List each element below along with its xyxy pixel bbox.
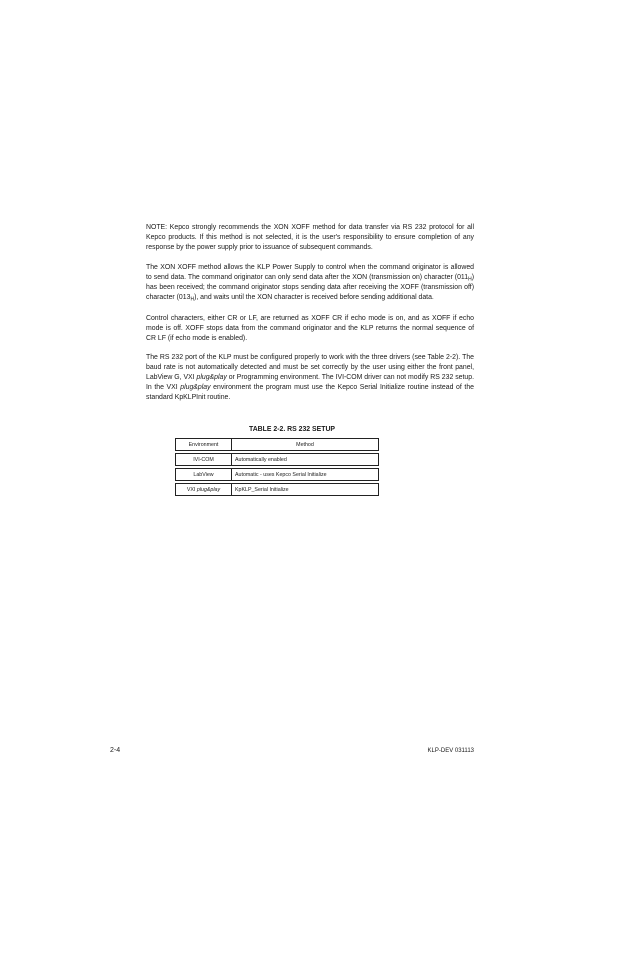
rs232-text-2: or Programming environment. The IVI-COM driver can not modify RS 232 setup. In the VXI xyxy=(146,373,474,391)
rs232-text-3: environment the program must use the Kepco Serial Initialize routine instead of the standard KpKLPInit routine. xyxy=(146,383,474,401)
note-paragraph: NOTE: Kepco strongly recommends the XON XOFF method for data transfer via RS 232 protocol for all Kepco products. If this method is not selected, it is the user's responsibility to ensure completion of any response by the power supply prior to issuance of subsequent commands. xyxy=(146,224,474,251)
rs232-setup-table xyxy=(175,436,379,498)
plug-and-play-italic: plug&play xyxy=(196,373,227,381)
hex-subscript: H xyxy=(468,276,472,283)
method-cell: Automatic - uses Kepco Serial Initialize xyxy=(231,468,379,481)
rs232-text-1: The RS 232 port of the KLP must be configured properly to work with the three drivers (see Table 2-2). The baud rate is not automatically detected and must be set correctly by the user using either the front panel, LabView G, VXI xyxy=(146,354,474,381)
environment-cell: IVI-COM xyxy=(175,453,231,466)
xon-text-3: ), and waits until the XON character is received before sending additional data. xyxy=(194,293,434,301)
column-header-method: Method xyxy=(231,438,379,451)
table-header-row xyxy=(175,438,379,451)
column-header-environment: Environment xyxy=(175,438,231,451)
plug-and-play-italic: plug&play xyxy=(180,383,211,391)
environment-cell: LabView xyxy=(175,468,231,481)
document-code: KLP-DEV 031113 xyxy=(427,748,474,754)
page-number: 2-4 xyxy=(110,747,121,754)
rs232-port-paragraph xyxy=(146,353,474,403)
xon-text-2: ) has been received; the command originator stops sending data after receiving the XOFF (transmission off) character (013 xyxy=(146,273,474,301)
table-row xyxy=(175,453,379,466)
hex-subscript: H xyxy=(190,296,195,303)
method-cell: KpKLP_Serial Initialize xyxy=(231,483,379,496)
table-row xyxy=(175,483,379,496)
xon-text-1: The XON XOFF method allows the KLP Power Supply to control when the command originator is allowed to send data. The command originator can only send data after the XON (transmission on) character (011 xyxy=(146,264,474,281)
env-italic: plug&play xyxy=(196,486,221,493)
table-row xyxy=(175,468,379,481)
environment-cell xyxy=(175,483,231,496)
method-cell: Automatically enabled xyxy=(231,453,379,466)
xon-xoff-paragraph xyxy=(146,263,474,303)
table-title: TABLE 2-2. RS 232 SETUP xyxy=(249,426,336,433)
env-prefix: VXI xyxy=(186,486,197,493)
control-characters-paragraph: Control characters, either CR or LF, are returned as XOFF CR if echo mode is on, and as XOFF if echo mode is off. XOFF stops data from the command originator and the KLP returns the normal sequence of CR LF (if echo mode is enabled). xyxy=(146,315,474,342)
